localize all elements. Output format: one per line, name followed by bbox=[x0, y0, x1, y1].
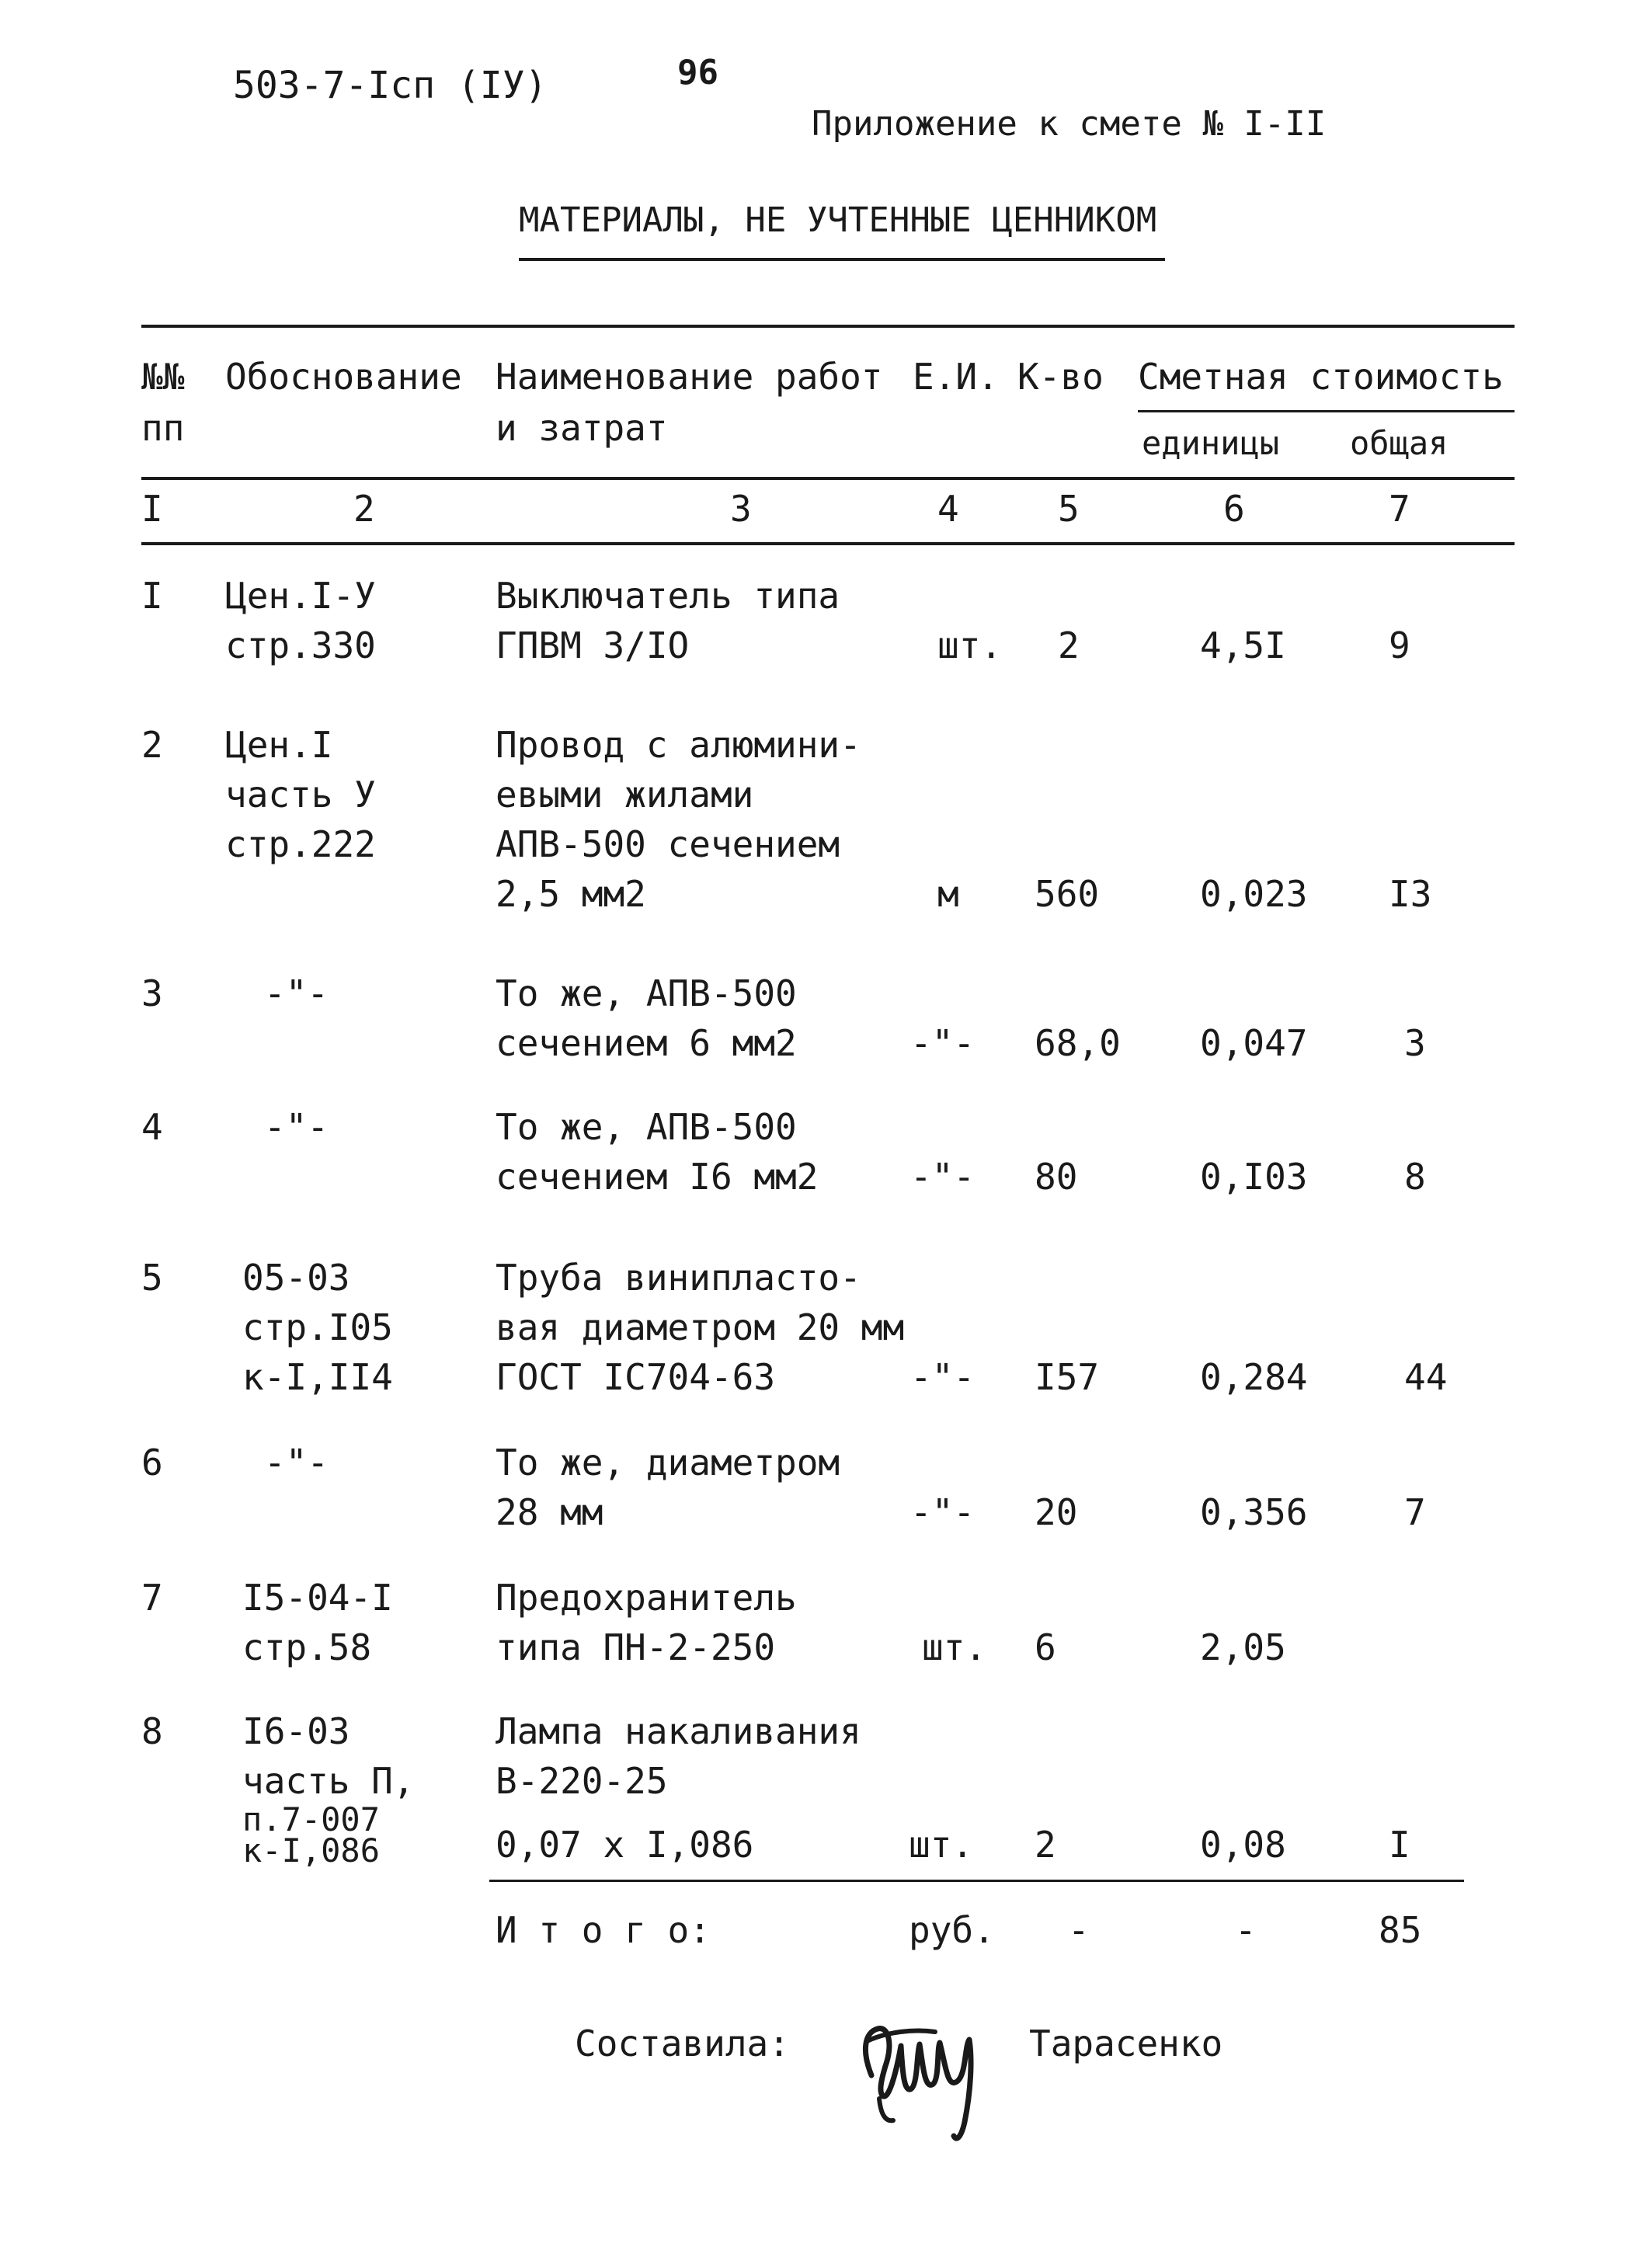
header-name-line2: и затрат bbox=[496, 407, 668, 449]
row-unit: шт. bbox=[937, 624, 1003, 666]
row-basis: -"- bbox=[264, 1442, 329, 1484]
header-cost-unit: единицы bbox=[1142, 424, 1280, 462]
row-basis: -"- bbox=[264, 972, 329, 1014]
row-unit: м bbox=[937, 873, 959, 915]
row-price: 0,284 bbox=[1200, 1356, 1308, 1398]
row-name: сечением I6 мм2 bbox=[496, 1156, 819, 1198]
row-name: АПВ-500 сечением bbox=[496, 823, 840, 865]
header-qty: К-во bbox=[1017, 356, 1104, 398]
total-qty: - bbox=[1068, 1909, 1090, 1951]
row-total: 9 bbox=[1389, 624, 1410, 666]
row-name: То же, АПВ-500 bbox=[496, 972, 797, 1014]
row-num: 6 bbox=[141, 1442, 163, 1484]
header-unit: Е.И. bbox=[913, 356, 999, 398]
row-num: 5 bbox=[141, 1257, 163, 1299]
row-qty: 6 bbox=[1035, 1626, 1056, 1668]
row-name: 2,5 мм2 bbox=[496, 873, 646, 915]
column-numbers-rule bbox=[141, 542, 1515, 545]
compiler-name: Тарасенко bbox=[1029, 2023, 1223, 2064]
row-basis: к-I,086 bbox=[242, 1831, 381, 1870]
row-price: 0,08 bbox=[1200, 1824, 1286, 1866]
row-name: Выключатель типа bbox=[496, 575, 840, 617]
compiled-by-label: Составила: bbox=[575, 2023, 790, 2064]
row-unit: -"- bbox=[910, 1156, 976, 1198]
row-basis: стр.330 bbox=[225, 624, 376, 666]
row-num: I bbox=[141, 575, 163, 617]
header-cost: Сметная стоимость bbox=[1138, 356, 1504, 398]
header-num-line1: №№ bbox=[141, 356, 185, 398]
col-number: 6 bbox=[1223, 488, 1245, 530]
row-name: Провод с алюмини- bbox=[496, 724, 861, 766]
row-unit: -"- bbox=[910, 1356, 976, 1398]
row-basis: стр.58 bbox=[242, 1626, 372, 1668]
row-qty: 2 bbox=[1058, 624, 1080, 666]
row-price: 2,05 bbox=[1200, 1626, 1286, 1668]
row-price: 0,047 bbox=[1200, 1022, 1308, 1064]
row-name: Предохранитель bbox=[496, 1577, 797, 1619]
row-name: ГОСТ IC704-63 bbox=[496, 1356, 776, 1398]
row-num: 4 bbox=[141, 1106, 163, 1148]
row-name: вая диаметром 20 мм bbox=[496, 1306, 905, 1348]
row-name: Труба винипласто- bbox=[496, 1257, 861, 1299]
row-num: 8 bbox=[141, 1710, 163, 1752]
row-basis: Цен.I-У bbox=[225, 575, 376, 617]
total-label: И т о г о: bbox=[496, 1909, 711, 1951]
row-price: 4,5I bbox=[1200, 624, 1286, 666]
row-price: 0,I03 bbox=[1200, 1156, 1308, 1198]
page-number: 96 bbox=[677, 53, 718, 92]
row-total: 8 bbox=[1404, 1156, 1426, 1198]
total-price: - bbox=[1235, 1909, 1257, 1951]
header-cost-total: общая bbox=[1350, 424, 1449, 462]
row-name: 0,07 x I,086 bbox=[496, 1824, 754, 1866]
row-total: I3 bbox=[1389, 873, 1432, 915]
row-qty: 20 bbox=[1035, 1491, 1078, 1533]
row-num: 2 bbox=[141, 724, 163, 766]
signature bbox=[848, 1998, 1003, 2145]
row-name: ГПВМ 3/IO bbox=[496, 624, 690, 666]
row-basis: часть П, bbox=[242, 1760, 415, 1802]
row-unit: -"- bbox=[910, 1022, 976, 1064]
col-number: 2 bbox=[353, 488, 375, 530]
row-basis: п.7-007 bbox=[242, 1800, 381, 1838]
total-value: 85 bbox=[1379, 1909, 1422, 1951]
row-qty: 560 bbox=[1035, 873, 1100, 915]
row-name: типа ПН-2-250 bbox=[496, 1626, 776, 1668]
cost-subheader-rule bbox=[1138, 410, 1515, 412]
row-basis: I5-04-I bbox=[242, 1577, 393, 1619]
row-price: 0,023 bbox=[1200, 873, 1308, 915]
col-number: I bbox=[141, 488, 163, 530]
row-name: сечением 6 мм2 bbox=[496, 1022, 797, 1064]
header-num-line2: пп bbox=[141, 407, 185, 449]
page-title: МАТЕРИАЛЫ, НЕ УЧТЕННЫЕ ЦЕННИКОМ bbox=[519, 200, 1157, 240]
row-name: Лампа накаливания bbox=[496, 1710, 861, 1752]
col-number: 3 bbox=[730, 488, 752, 530]
row-qty: 80 bbox=[1035, 1156, 1078, 1198]
row-qty: 2 bbox=[1035, 1824, 1056, 1866]
row-basis: стр.I05 bbox=[242, 1306, 393, 1348]
row-basis: 05-03 bbox=[242, 1257, 350, 1299]
row-unit: шт. bbox=[922, 1626, 987, 1668]
total-unit: руб. bbox=[909, 1909, 995, 1951]
table-top-rule bbox=[141, 325, 1515, 328]
row-name: В-220-25 bbox=[496, 1760, 668, 1802]
document-code: 503-7-Iсп (IУ) bbox=[233, 64, 548, 107]
row-basis: -"- bbox=[264, 1106, 329, 1148]
row-name: евыми жилами bbox=[496, 774, 754, 816]
col-number: 7 bbox=[1389, 488, 1410, 530]
row-basis: Цен.I bbox=[225, 724, 333, 766]
header-name-line1: Наименование работ bbox=[496, 356, 883, 398]
row-qty: I57 bbox=[1035, 1356, 1100, 1398]
row-num: 3 bbox=[141, 972, 163, 1014]
title-underline bbox=[519, 258, 1165, 261]
row-total: 7 bbox=[1404, 1491, 1426, 1533]
total-rule bbox=[489, 1880, 1464, 1882]
row-qty: 68,0 bbox=[1035, 1022, 1121, 1064]
row-name: То же, диаметром bbox=[496, 1442, 840, 1484]
col-number: 5 bbox=[1058, 488, 1080, 530]
row-basis: I6-03 bbox=[242, 1710, 350, 1752]
appendix-label: Приложение к смете № I-II bbox=[812, 104, 1327, 144]
row-total: 44 bbox=[1404, 1356, 1448, 1398]
row-total: 3 bbox=[1404, 1022, 1426, 1064]
row-unit: -"- bbox=[910, 1491, 976, 1533]
row-name: 28 мм bbox=[496, 1491, 603, 1533]
row-num: 7 bbox=[141, 1577, 163, 1619]
row-total: I bbox=[1389, 1824, 1410, 1866]
row-name: То же, АПВ-500 bbox=[496, 1106, 797, 1148]
header-bottom-rule bbox=[141, 477, 1515, 480]
row-basis: к-I,II4 bbox=[242, 1356, 393, 1398]
header-basis: Обоснование bbox=[225, 356, 462, 398]
row-price: 0,356 bbox=[1200, 1491, 1308, 1533]
col-number: 4 bbox=[937, 488, 959, 530]
row-basis: часть У bbox=[225, 774, 376, 816]
row-unit: шт. bbox=[909, 1824, 974, 1866]
row-basis: стр.222 bbox=[225, 823, 376, 865]
